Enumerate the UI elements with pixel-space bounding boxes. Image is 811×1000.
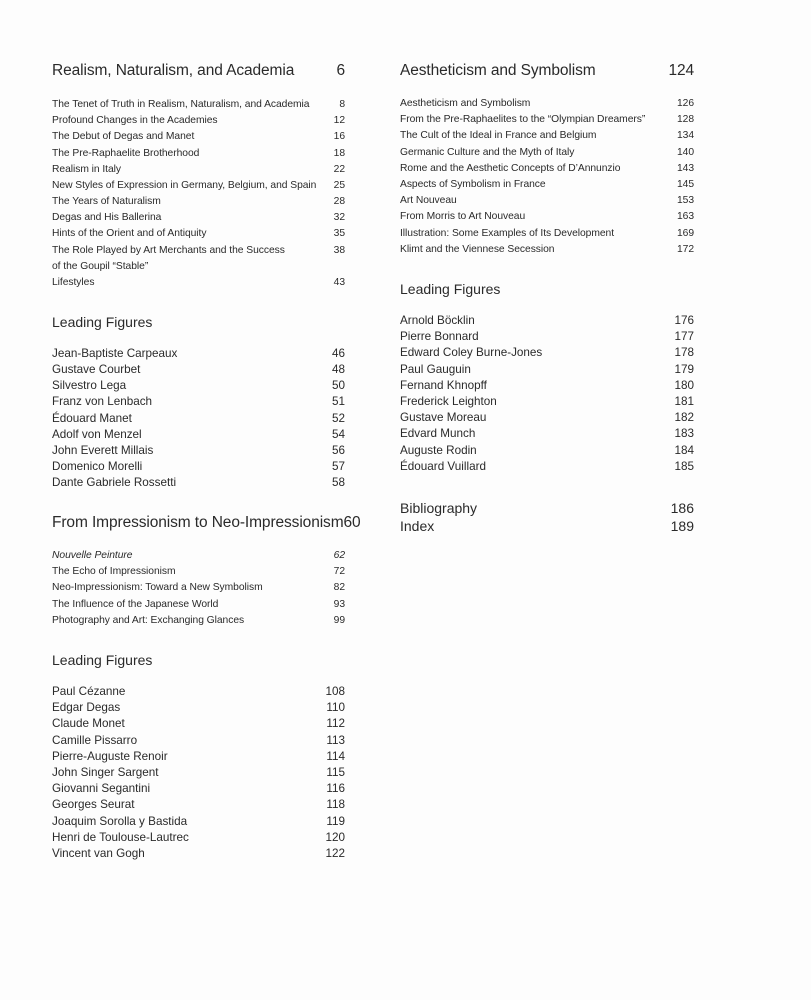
toc-entry: [52, 395, 345, 408]
entry-page: 16: [333, 131, 345, 143]
toc-entry: [52, 717, 345, 730]
toc-entry: [400, 98, 694, 109]
entry-page: 82: [333, 582, 345, 594]
entry-title: Gustave Moreau: [400, 411, 487, 425]
entry-title: Lifestyles: [52, 276, 95, 288]
entry-page: 181: [674, 395, 694, 408]
toc-entry: [400, 379, 694, 392]
entry-page: 143: [676, 162, 694, 174]
toc-entry: [52, 550, 345, 561]
toc-entry: [52, 815, 345, 828]
section-page: 6: [336, 62, 345, 79]
toc-entry: [52, 798, 345, 811]
entry-title: Silvestro Lega: [52, 379, 127, 393]
toc-entry: [52, 196, 345, 207]
entry-page: 99: [333, 614, 345, 626]
entry-page: 25: [333, 179, 345, 191]
entry-title: Germanic Culture and the Myth of Italy: [400, 146, 575, 158]
entry-title: The Influence of the Japanese World: [52, 598, 219, 610]
entry-page: 185: [674, 459, 694, 473]
entry-page: 163: [676, 211, 694, 223]
entry-page: 178: [674, 346, 694, 360]
toc-entry: [52, 685, 345, 698]
toc-entry: [52, 847, 345, 860]
toc-entry: [400, 130, 694, 141]
entry-title: Giovanni Segantini: [52, 782, 151, 796]
entry-title: Henri de Toulouse-Lautrec: [52, 830, 189, 844]
entry-title: Aestheticism and Symbolism: [400, 98, 531, 109]
entry-title: Pierre-Auguste Renoir: [52, 749, 168, 763]
entry-title: The Years of Naturalism: [52, 196, 161, 208]
toc-entry: [52, 566, 345, 577]
entry-title: Joaquim Sorolla y Bastida: [52, 814, 188, 828]
toc-entry: [400, 395, 694, 408]
toc-entry: [400, 330, 694, 343]
entry-title: Neo-Impressionism: Toward a New Symbolism: [52, 582, 263, 594]
toc-entry: [52, 615, 345, 626]
entry-title: Degas and His Ballerina: [52, 212, 162, 224]
entry-title: The Tenet of Truth in Realism, Naturalism, and Academia: [52, 99, 310, 110]
entry-title: Arnold Böcklin: [400, 314, 475, 327]
toc-entry: [52, 428, 345, 441]
entry-title: Claude Monet: [52, 717, 125, 731]
entry-page: 169: [676, 227, 694, 239]
toc-entry: [52, 379, 345, 392]
toc-entry: [400, 114, 694, 125]
entry-page: 179: [674, 362, 694, 376]
toc-entry: [52, 412, 345, 425]
entry-title: Edvard Munch: [400, 427, 476, 441]
toc-entry: [52, 228, 345, 239]
toc-section-heading: [52, 62, 345, 80]
entry-title: Profound Changes in the Academies: [52, 115, 218, 127]
entry-page: 52: [331, 411, 345, 425]
entry-page: 112: [326, 717, 345, 731]
toc-entry: [52, 734, 345, 747]
entry-title: Paul Cézanne: [52, 685, 126, 698]
entry-title: The Echo of Impressionism: [52, 566, 176, 578]
toc-entry: [52, 148, 345, 159]
section-page: 60: [343, 514, 361, 531]
entry-title: Frederick Leighton: [400, 395, 497, 408]
entry-page: 172: [676, 243, 694, 255]
toc-entry: [400, 518, 694, 534]
toc-entry: [400, 427, 694, 440]
toc-entry: [52, 245, 345, 256]
leading-figures-title: Leading Figures: [52, 652, 153, 668]
entry-title: Index: [400, 518, 435, 534]
entry-page: 177: [674, 330, 694, 344]
entry-page: 184: [674, 443, 694, 457]
entry-page: 145: [676, 179, 694, 190]
entry-page: 43: [333, 276, 345, 288]
entry-title: Art Nouveau: [400, 195, 457, 207]
entry-page: 128: [676, 114, 694, 126]
entry-page: 122: [325, 847, 345, 860]
entry-page: 119: [326, 814, 345, 828]
toc-entry: [52, 750, 345, 763]
toc-entry: [400, 500, 694, 516]
entry-page: 62: [333, 550, 345, 561]
entry-title: From Morris to Art Nouveau: [400, 211, 526, 223]
entry-page: 58: [331, 476, 345, 490]
entry-page: 134: [676, 130, 694, 142]
entry-title: Camille Pissarro: [52, 733, 138, 747]
toc-entry: [52, 363, 345, 376]
toc-entry: [52, 261, 345, 272]
toc-section-heading: [52, 514, 361, 532]
toc-entry: [400, 411, 694, 424]
toc-entry: [52, 782, 345, 795]
toc-entry: [400, 346, 694, 359]
entry-title: Illustration: Some Examples of Its Development: [400, 227, 615, 239]
entry-page: 28: [333, 196, 345, 208]
entry-page: 46: [331, 347, 345, 360]
entry-page: 153: [676, 195, 694, 207]
section-page: 124: [668, 62, 694, 79]
section-title: Realism, Naturalism, and Academia: [52, 62, 295, 79]
entry-page: 51: [331, 395, 345, 409]
entry-page: 56: [331, 443, 345, 457]
entry-title: The Role Played by Art Merchants and the Success: [52, 244, 285, 256]
entry-page: 108: [325, 685, 345, 698]
entry-title: Bibliography: [400, 500, 478, 516]
toc-entry: [52, 277, 345, 288]
entry-page: 176: [674, 314, 694, 327]
entry-title: Gustave Courbet: [52, 363, 141, 377]
toc-entry: [52, 180, 345, 191]
entry-page: 110: [326, 701, 345, 715]
toc-entry: [52, 164, 345, 175]
entry-page: 50: [331, 379, 345, 393]
entry-title: Georges Seurat: [52, 798, 135, 812]
leading-figures-heading: [52, 652, 345, 668]
entry-title: Adolf von Menzel: [52, 427, 142, 441]
entry-page: 93: [333, 598, 345, 610]
entry-page: 186: [670, 500, 694, 516]
toc-entry: [400, 163, 694, 174]
toc-entry: [400, 244, 694, 255]
entry-title: of the Goupil “Stable”: [52, 260, 149, 272]
entry-title: New Styles of Expression in Germany, Belgium, and Spain: [52, 179, 317, 191]
leading-figures-title: Leading Figures: [400, 281, 501, 297]
entry-page: 126: [676, 98, 694, 109]
entry-page: 140: [676, 146, 694, 158]
entry-title: John Everett Millais: [52, 443, 154, 457]
toc-entry: [400, 314, 694, 327]
entry-page: 12: [333, 115, 345, 127]
entry-title: Edgar Degas: [52, 701, 121, 715]
entry-page: 114: [326, 749, 345, 763]
entry-page: 115: [326, 766, 345, 779]
toc-entry: [52, 115, 345, 126]
toc-entry: [52, 476, 345, 489]
entry-page: 32: [333, 212, 345, 224]
toc-section-heading: [400, 62, 694, 80]
entry-title: Franz von Lenbach: [52, 395, 153, 409]
toc-entry: [52, 831, 345, 844]
entry-title: The Pre-Raphaelite Brotherhood: [52, 147, 200, 159]
toc-entry: [400, 363, 694, 376]
toc-entry: [400, 195, 694, 206]
entry-page: 118: [326, 798, 345, 812]
toc-entry: [400, 228, 694, 239]
entry-title: Edward Coley Burne-Jones: [400, 346, 543, 360]
toc-entry: [400, 211, 694, 222]
entry-page: 35: [333, 228, 345, 240]
entry-page: 183: [674, 427, 694, 441]
toc-entry: [52, 212, 345, 223]
entry-title: Dante Gabriele Rossetti: [52, 476, 177, 490]
entry-title: Pierre Bonnard: [400, 330, 479, 344]
toc-entry: [400, 460, 694, 473]
leading-figures-heading: [400, 281, 694, 297]
entry-page: 116: [326, 782, 345, 796]
entry-page: 22: [333, 163, 345, 175]
toc-entry: [52, 599, 345, 610]
entry-page: 57: [331, 460, 345, 474]
entry-title: Aspects of Symbolism in France: [400, 179, 546, 190]
toc-entry: [400, 179, 694, 190]
entry-title: Domenico Morelli: [52, 460, 143, 474]
entry-title: Nouvelle Peinture: [52, 550, 133, 561]
section-title: Aestheticism and Symbolism: [400, 62, 596, 79]
entry-title: The Debut of Degas and Manet: [52, 131, 195, 143]
entry-title: Klimt and the Viennese Secession: [400, 243, 555, 255]
toc-entry: [52, 444, 345, 457]
section-title: From Impressionism to Neo-Impressionism: [52, 514, 344, 531]
toc-entry: [52, 766, 345, 779]
leading-figures-title: Leading Figures: [52, 314, 153, 330]
toc-entry: [52, 131, 345, 142]
entry-title: Paul Gauguin: [400, 362, 471, 376]
entry-title: The Cult of the Ideal in France and Belgium: [400, 130, 597, 142]
entry-title: From the Pre-Raphaelites to the “Olympian Dreamers”: [400, 114, 646, 126]
toc-entry: [400, 444, 694, 457]
toc-entry: [52, 99, 345, 110]
toc-entry: [52, 701, 345, 714]
toc-entry: [52, 347, 345, 360]
entry-page: 72: [333, 566, 345, 578]
toc-entry: [52, 582, 345, 593]
entry-title: Rome and the Aesthetic Concepts of D’Annunzio: [400, 162, 621, 174]
entry-page: 180: [674, 378, 694, 392]
entry-title: Jean-Baptiste Carpeaux: [52, 347, 178, 360]
toc-entry: [400, 147, 694, 158]
entry-title: Photography and Art: Exchanging Glances: [52, 614, 245, 626]
entry-page: 113: [326, 733, 345, 747]
entry-title: Édouard Vuillard: [400, 459, 486, 473]
entry-title: Fernand Khnopff: [400, 378, 487, 392]
entry-title: Vincent van Gogh: [52, 847, 145, 860]
entry-title: John Singer Sargent: [52, 766, 159, 779]
entry-page: 38: [333, 244, 345, 256]
entry-page: 8: [339, 99, 345, 110]
toc-entry: [52, 460, 345, 473]
entry-page: 182: [674, 411, 694, 425]
entry-title: Auguste Rodin: [400, 443, 477, 457]
entry-page: 18: [333, 147, 345, 159]
entry-title: Édouard Manet: [52, 411, 132, 425]
entry-page: 120: [325, 830, 345, 844]
entry-page: 54: [331, 427, 345, 441]
entry-title: Realism in Italy: [52, 163, 122, 175]
leading-figures-heading: [52, 314, 345, 330]
entry-page: 189: [670, 518, 694, 534]
entry-title: Hints of the Orient and of Antiquity: [52, 228, 207, 240]
entry-page: 48: [331, 363, 345, 377]
